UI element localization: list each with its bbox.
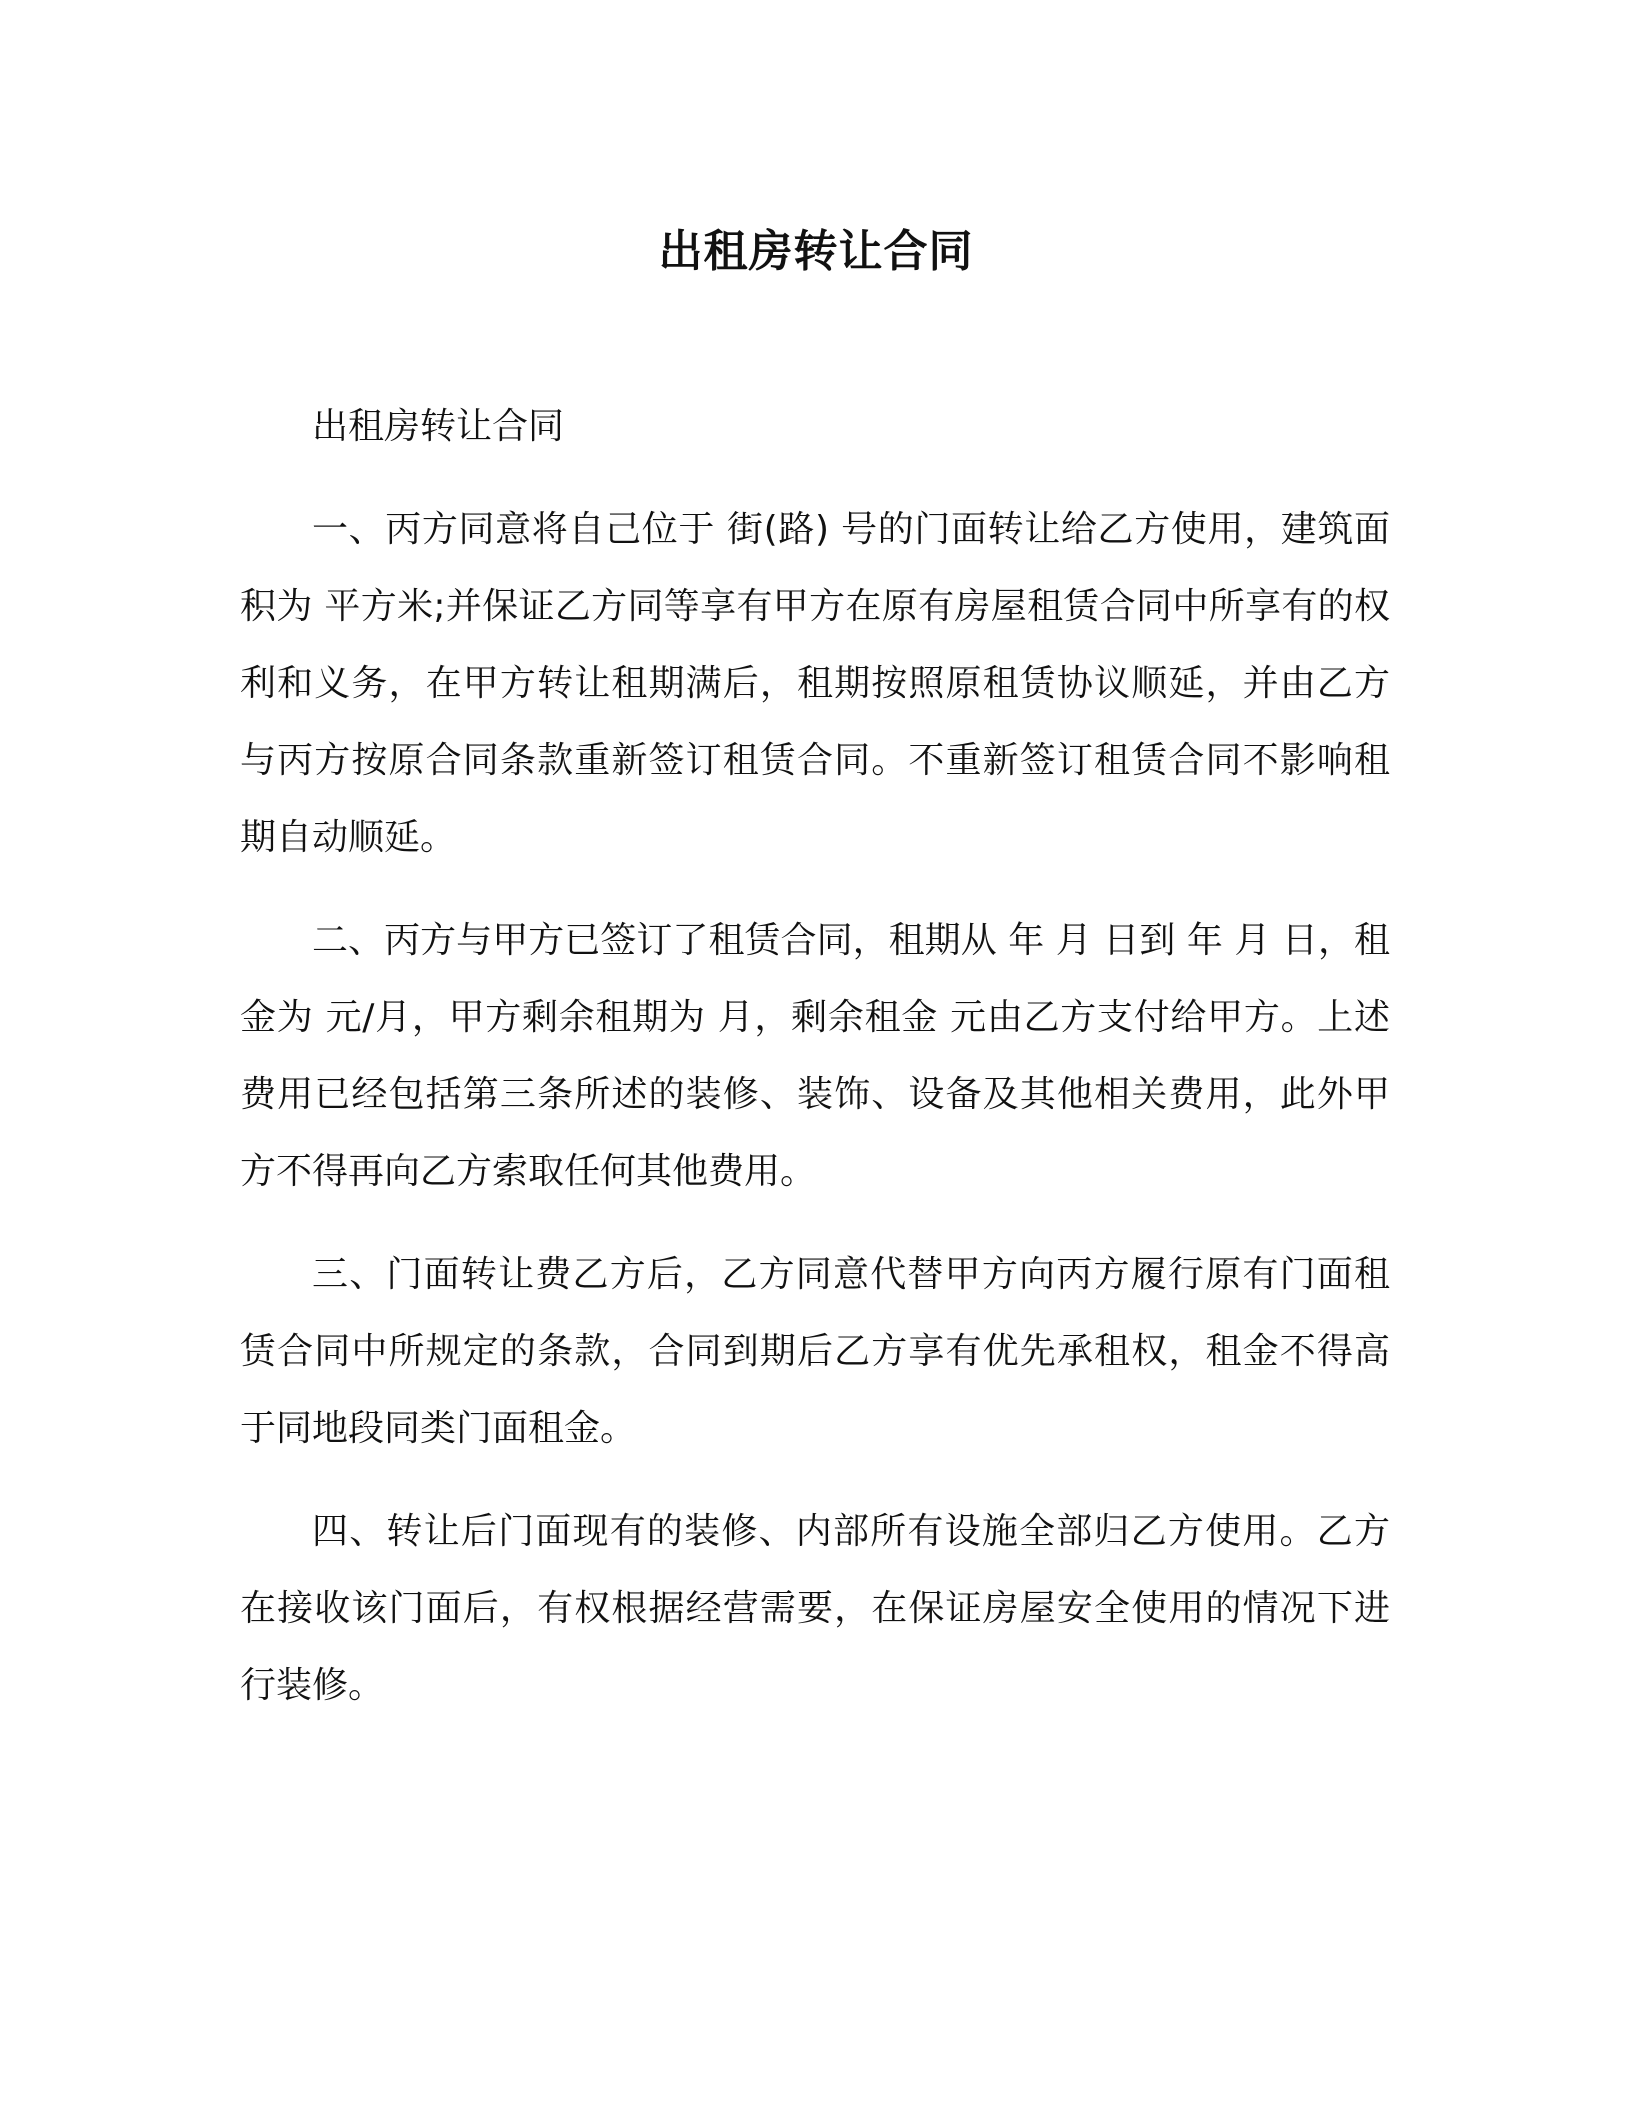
clause-4: 四、转让后门面现有的装修、内部所有设施全部归乙方使用。乙方在接收该门面后，有权根据经营需要，在保证房屋安全使用的情况下进行装修。 xyxy=(240,1511,1390,1706)
document-subtitle: 出租房转让合同 xyxy=(312,406,565,447)
clause-2: 二、丙方与甲方已签订了租赁合同，租期从 年 月 日到 年 月 日，租金为 元/月，甲方剩余租期为 月，剩余租金 元由乙方支付给甲方。上述费用已经包括第三条所述的装修、装饰、设备及其他相关费用，此外甲方不得再向乙方索取任何其他费用。 xyxy=(240,920,1390,1192)
document-title: 出租房转让合同 xyxy=(658,226,974,277)
clause-1: 一、丙方同意将自己位于 街(路) 号的门面转让给乙方使用，建筑面积为 平方米;并保证乙方同等享有甲方在原有房屋租赁合同中所享有的权利和义务，在甲方转让租期满后，租期按照原租赁协议顺延，并由乙方与丙方按原合同条款重新签订租赁合同。不重新签订租赁合同不影响租期自动顺延。 xyxy=(240,509,1390,858)
clause-3: 三、门面转让费乙方后，乙方同意代替甲方向丙方履行原有门面租赁合同中所规定的条款，合同到期后乙方享有优先承租权，租金不得高于同地段同类门面租金。 xyxy=(240,1254,1390,1449)
document-body xyxy=(240,388,1390,1724)
